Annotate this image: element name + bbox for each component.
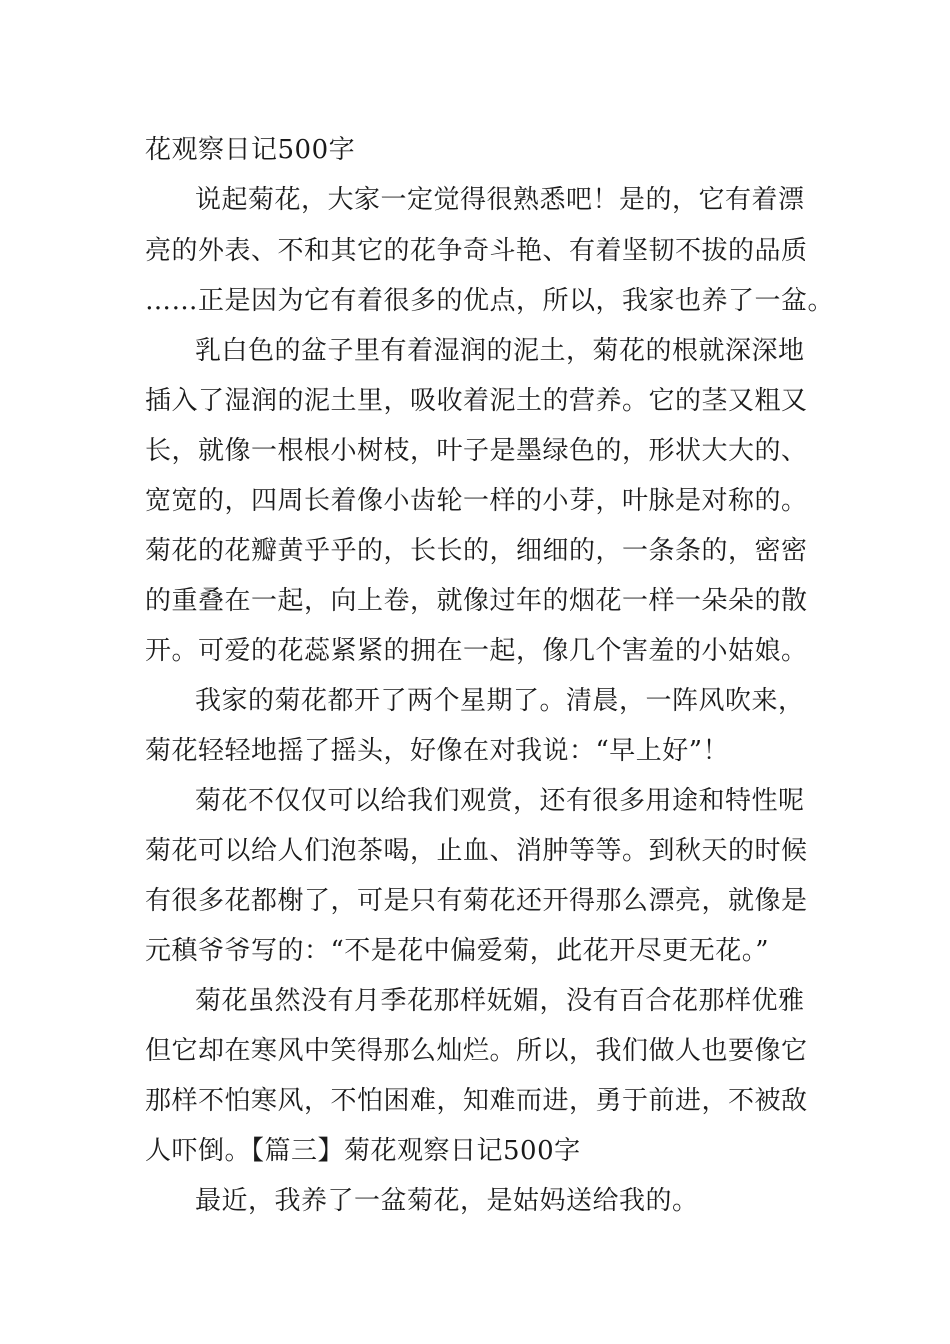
paragraph-1-line-1: 说起菊花，大家一定觉得很熟悉吧！是的，它有着漂 <box>195 185 805 215</box>
paragraph-6-line-1: 最近，我养了一盆菊花，是姑妈送给我的。 <box>195 1186 699 1216</box>
paragraph-2-line-4: 宽宽的，四周长着像小齿轮一样的小芽，叶脉是对称的。 <box>145 486 808 516</box>
paragraph-5-line-2: 但它却在寒风中笑得那么灿烂。所以，我们做人也要像它 <box>145 1036 808 1066</box>
paragraph-2-line-3: 长，就像一根根小树枝，叶子是墨绿色的，形状大大的、 <box>145 436 808 466</box>
paragraph-5-line-3: 那样不怕寒风，不怕困难，知难而进，勇于前进，不被敌 <box>145 1086 808 1116</box>
paragraph-1-line-3: ……正是因为它有着很多的优点，所以，我家也养了一盆。 <box>145 286 835 316</box>
paragraph-1-line-2: 亮的外表、不和其它的花争奇斗艳、有着坚韧不拔的品质 <box>145 236 808 266</box>
paragraph-5-line-4: 人吓倒。【篇三】菊花观察日记500字 <box>145 1136 581 1166</box>
paragraph-5-line-1: 菊花虽然没有月季花那样妩媚，没有百合花那样优雅 <box>195 986 805 1016</box>
paragraph-4-line-2: 菊花可以给人们泡茶喝，止血、消肿等等。到秋天的时候 <box>145 836 808 866</box>
paragraph-2-line-2: 插入了湿润的泥土里，吸收着泥土的营养。它的茎又粗又 <box>145 386 808 416</box>
heading-line: 花观察日记500字 <box>145 135 356 165</box>
paragraph-3-line-1: 我家的菊花都开了两个星期了。清晨，一阵风吹来， <box>195 686 805 716</box>
paragraph-4-line-4: 元稹爷爷写的：“不是花中偏爱菊，此花开尽更无花。” <box>145 936 770 966</box>
paragraph-2-line-5: 菊花的花瓣黄乎乎的，长长的，细细的，一条条的，密密 <box>145 536 808 566</box>
paragraph-3-line-2: 菊花轻轻地摇了摇头，好像在对我说：“早上好”！ <box>145 736 730 766</box>
paragraph-2-line-6: 的重叠在一起，向上卷，就像过年的烟花一样一朵朵的散 <box>145 586 808 616</box>
paragraph-4-line-3: 有很多花都榭了，可是只有菊花还开得那么漂亮，就像是 <box>145 886 808 916</box>
paragraph-4-line-1: 菊花不仅仅可以给我们观赏，还有很多用途和特性呢 <box>195 786 805 816</box>
paragraph-2-line-7: 开。可爱的花蕊紧紧的拥在一起，像几个害羞的小姑娘。 <box>145 636 808 666</box>
paragraph-2-line-1: 乳白色的盆子里有着湿润的泥土，菊花的根就深深地 <box>195 336 805 366</box>
